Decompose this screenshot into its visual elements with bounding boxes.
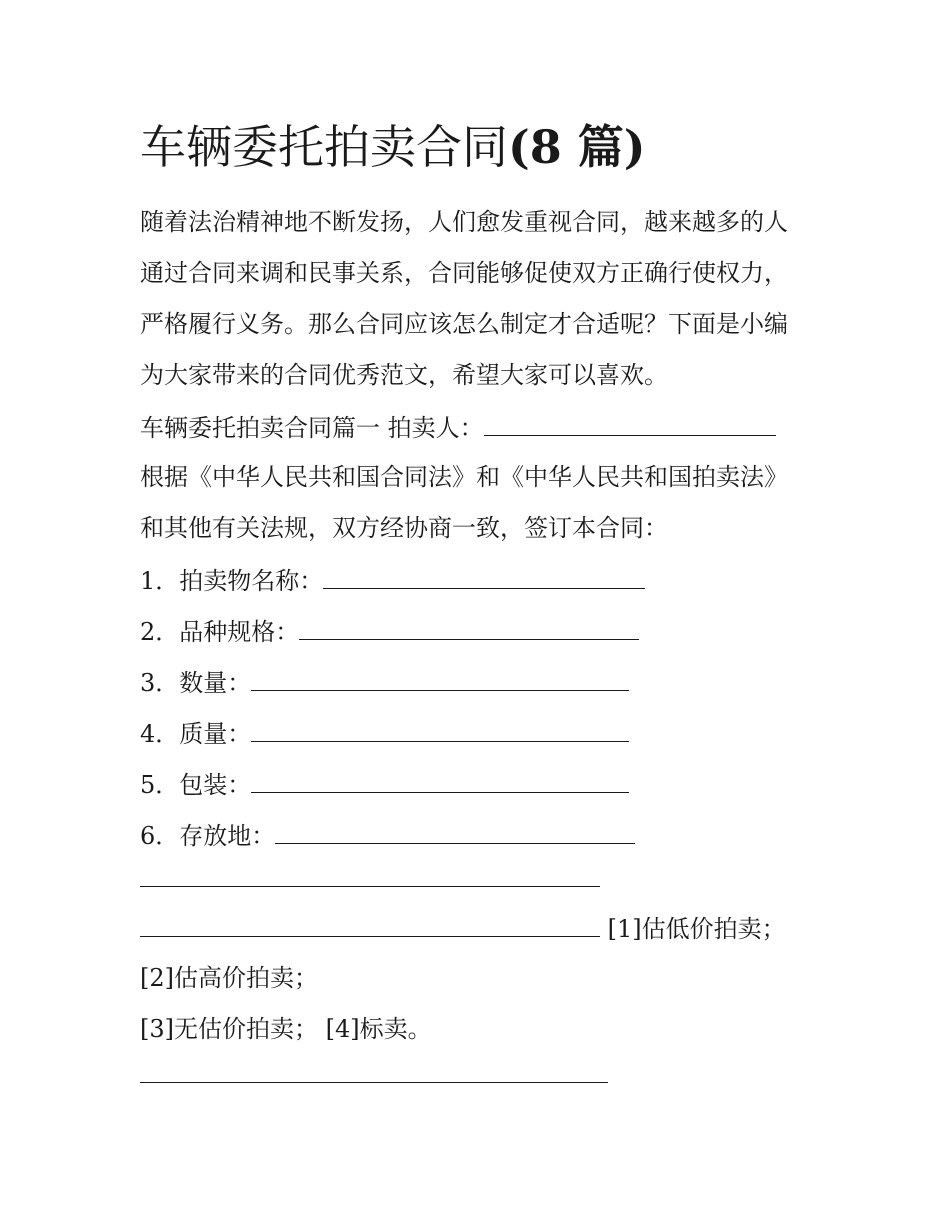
option-line-1 [140,910,786,946]
item-label-1: 1．拍卖物名称： [140,567,324,595]
item-line-6 [140,817,635,853]
item-line-1 [140,562,645,598]
auctioneer-blank [484,409,776,436]
option-line-3: [3]无估价拍卖； [4]标卖。 [140,1015,432,1043]
blank-line-1 [140,860,600,896]
basis-line-1: 根据《中华人民共和国合同法》和《中华人民共和国拍卖法》 [140,463,788,491]
item-line-4 [140,715,629,751]
item-label-4: 4．质量： [140,720,252,748]
intro-line-2: 通过合同来调和民事关系，合同能够促使双方正确行使权力， [140,259,788,287]
title-main: 车辆委托拍卖合同 [140,120,508,174]
basis-line-2: 和其他有关法规，双方经协商一致，签订本合同： [140,514,668,542]
option-line-2: [2]估高价拍卖； [140,964,318,992]
item-line-3 [140,664,629,700]
blank-line-3 [140,1056,608,1092]
item-line-5 [140,766,629,802]
intro-line-4: 为大家带来的合同优秀范文，希望大家可以喜欢。 [140,361,668,389]
item-label-6: 6．存放地： [140,822,276,850]
option-1: [1]估低价拍卖； [607,915,786,943]
section-heading-line [140,409,776,445]
item-label-3: 3．数量： [140,669,252,697]
page-title [140,112,646,182]
blank-rule-2 [140,910,600,937]
blank-rule-1 [140,860,600,887]
item-blank-5 [251,766,629,793]
section-heading: 车辆委托拍卖合同篇一 拍卖人： [140,414,484,442]
intro-line-1: 随着法治精神地不断发扬，人们愈发重视合同，越来越多的人 [140,208,788,236]
item-label-2: 2．品种规格： [140,618,300,646]
item-blank-3 [251,664,629,691]
item-blank-4 [251,715,629,742]
blank-rule-3 [140,1056,608,1083]
intro-line-3: 严格履行义务。那么合同应该怎么制定才合适呢？下面是小编 [140,310,788,338]
item-blank-1 [323,562,645,589]
item-label-5: 5．包装： [140,771,252,799]
item-blank-2 [299,613,639,640]
item-blank-6 [275,817,635,844]
title-suffix: (8 篇) [508,120,646,174]
item-line-2 [140,613,639,649]
